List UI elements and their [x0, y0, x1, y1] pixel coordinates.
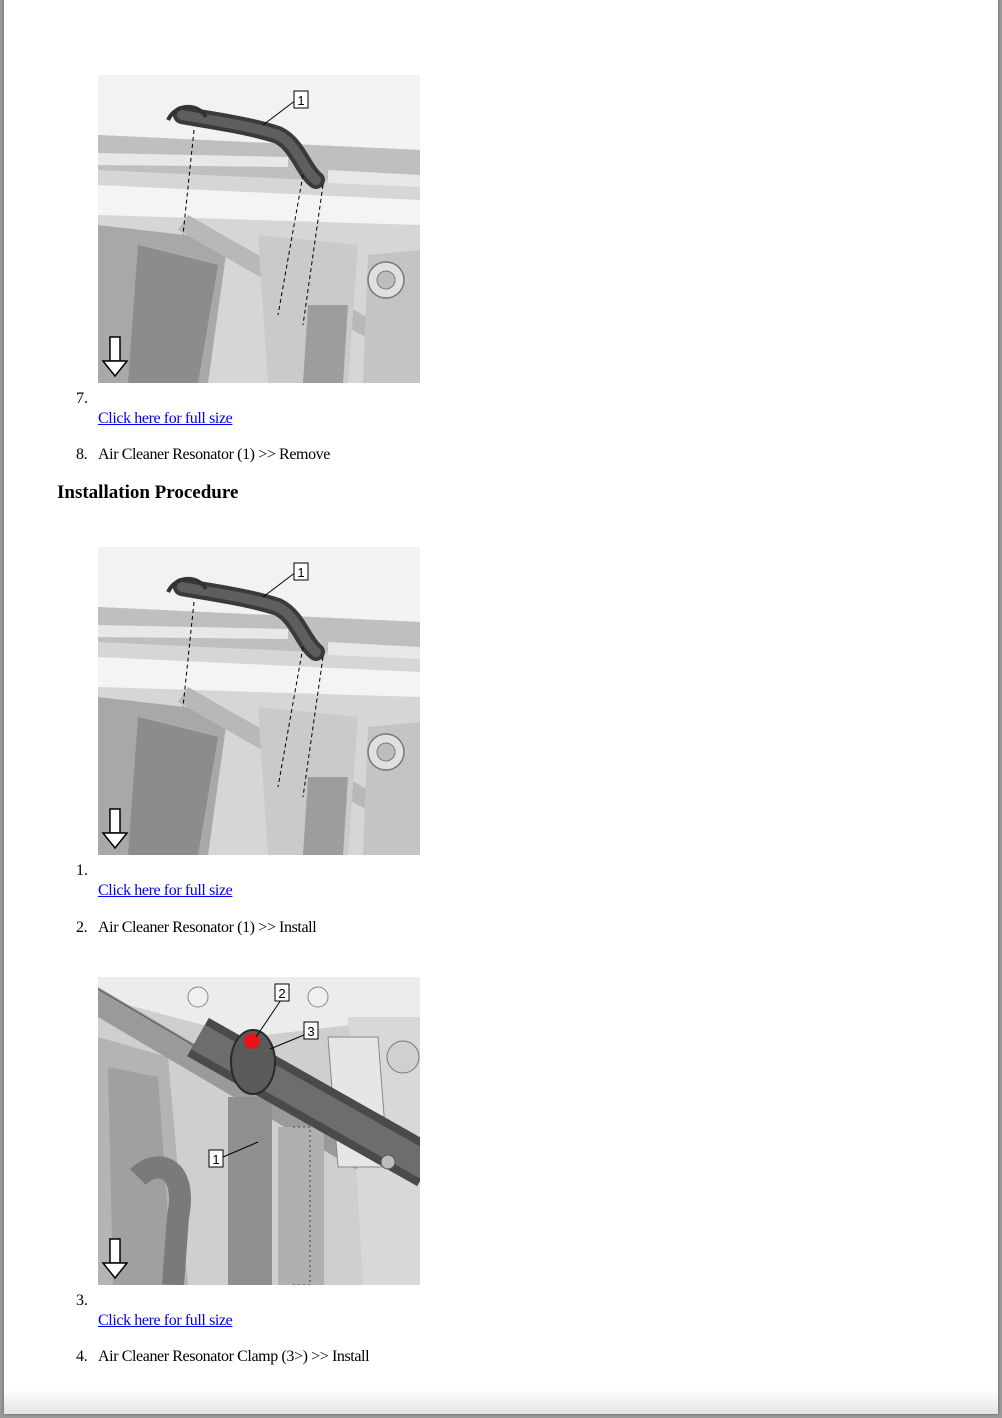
figure-callout-label: 1: [297, 565, 305, 580]
step-text: Air Cleaner Resonator (1) >> Remove: [98, 446, 330, 463]
full-size-link[interactable]: Click here for full size: [98, 882, 233, 899]
figure-step-number: 7.: [76, 390, 88, 407]
figure-callout-label: 1: [297, 93, 305, 108]
page-bottom-edge: [4, 1390, 998, 1414]
figure-callout-label: 2: [278, 986, 286, 1001]
removal-step: [76, 446, 330, 464]
full-size-link[interactable]: Click here for full size: [98, 410, 233, 427]
full-size-link[interactable]: Click here for full size: [98, 1312, 233, 1329]
figure-resonator-install: [98, 547, 420, 855]
figure-resonator-removal: [98, 75, 420, 383]
figure-resonator-clamp: [98, 977, 420, 1285]
step-text: Air Cleaner Resonator (1) >> Install: [98, 919, 317, 936]
step-number: 4.: [76, 1348, 88, 1365]
section-heading: Installation Procedure: [57, 482, 239, 503]
figure-callout-label: 1: [212, 1152, 220, 1167]
step-number: 2.: [76, 919, 88, 936]
step-text: Air Cleaner Resonator Clamp (3>) >> Install: [98, 1348, 370, 1365]
step-number: 8.: [76, 446, 88, 463]
figure-step-number: 1.: [76, 862, 88, 879]
install-step: [76, 1348, 369, 1366]
figure-step-number: 3.: [76, 1292, 88, 1309]
figure-callout-label: 3: [307, 1024, 315, 1039]
install-step: [76, 919, 316, 937]
